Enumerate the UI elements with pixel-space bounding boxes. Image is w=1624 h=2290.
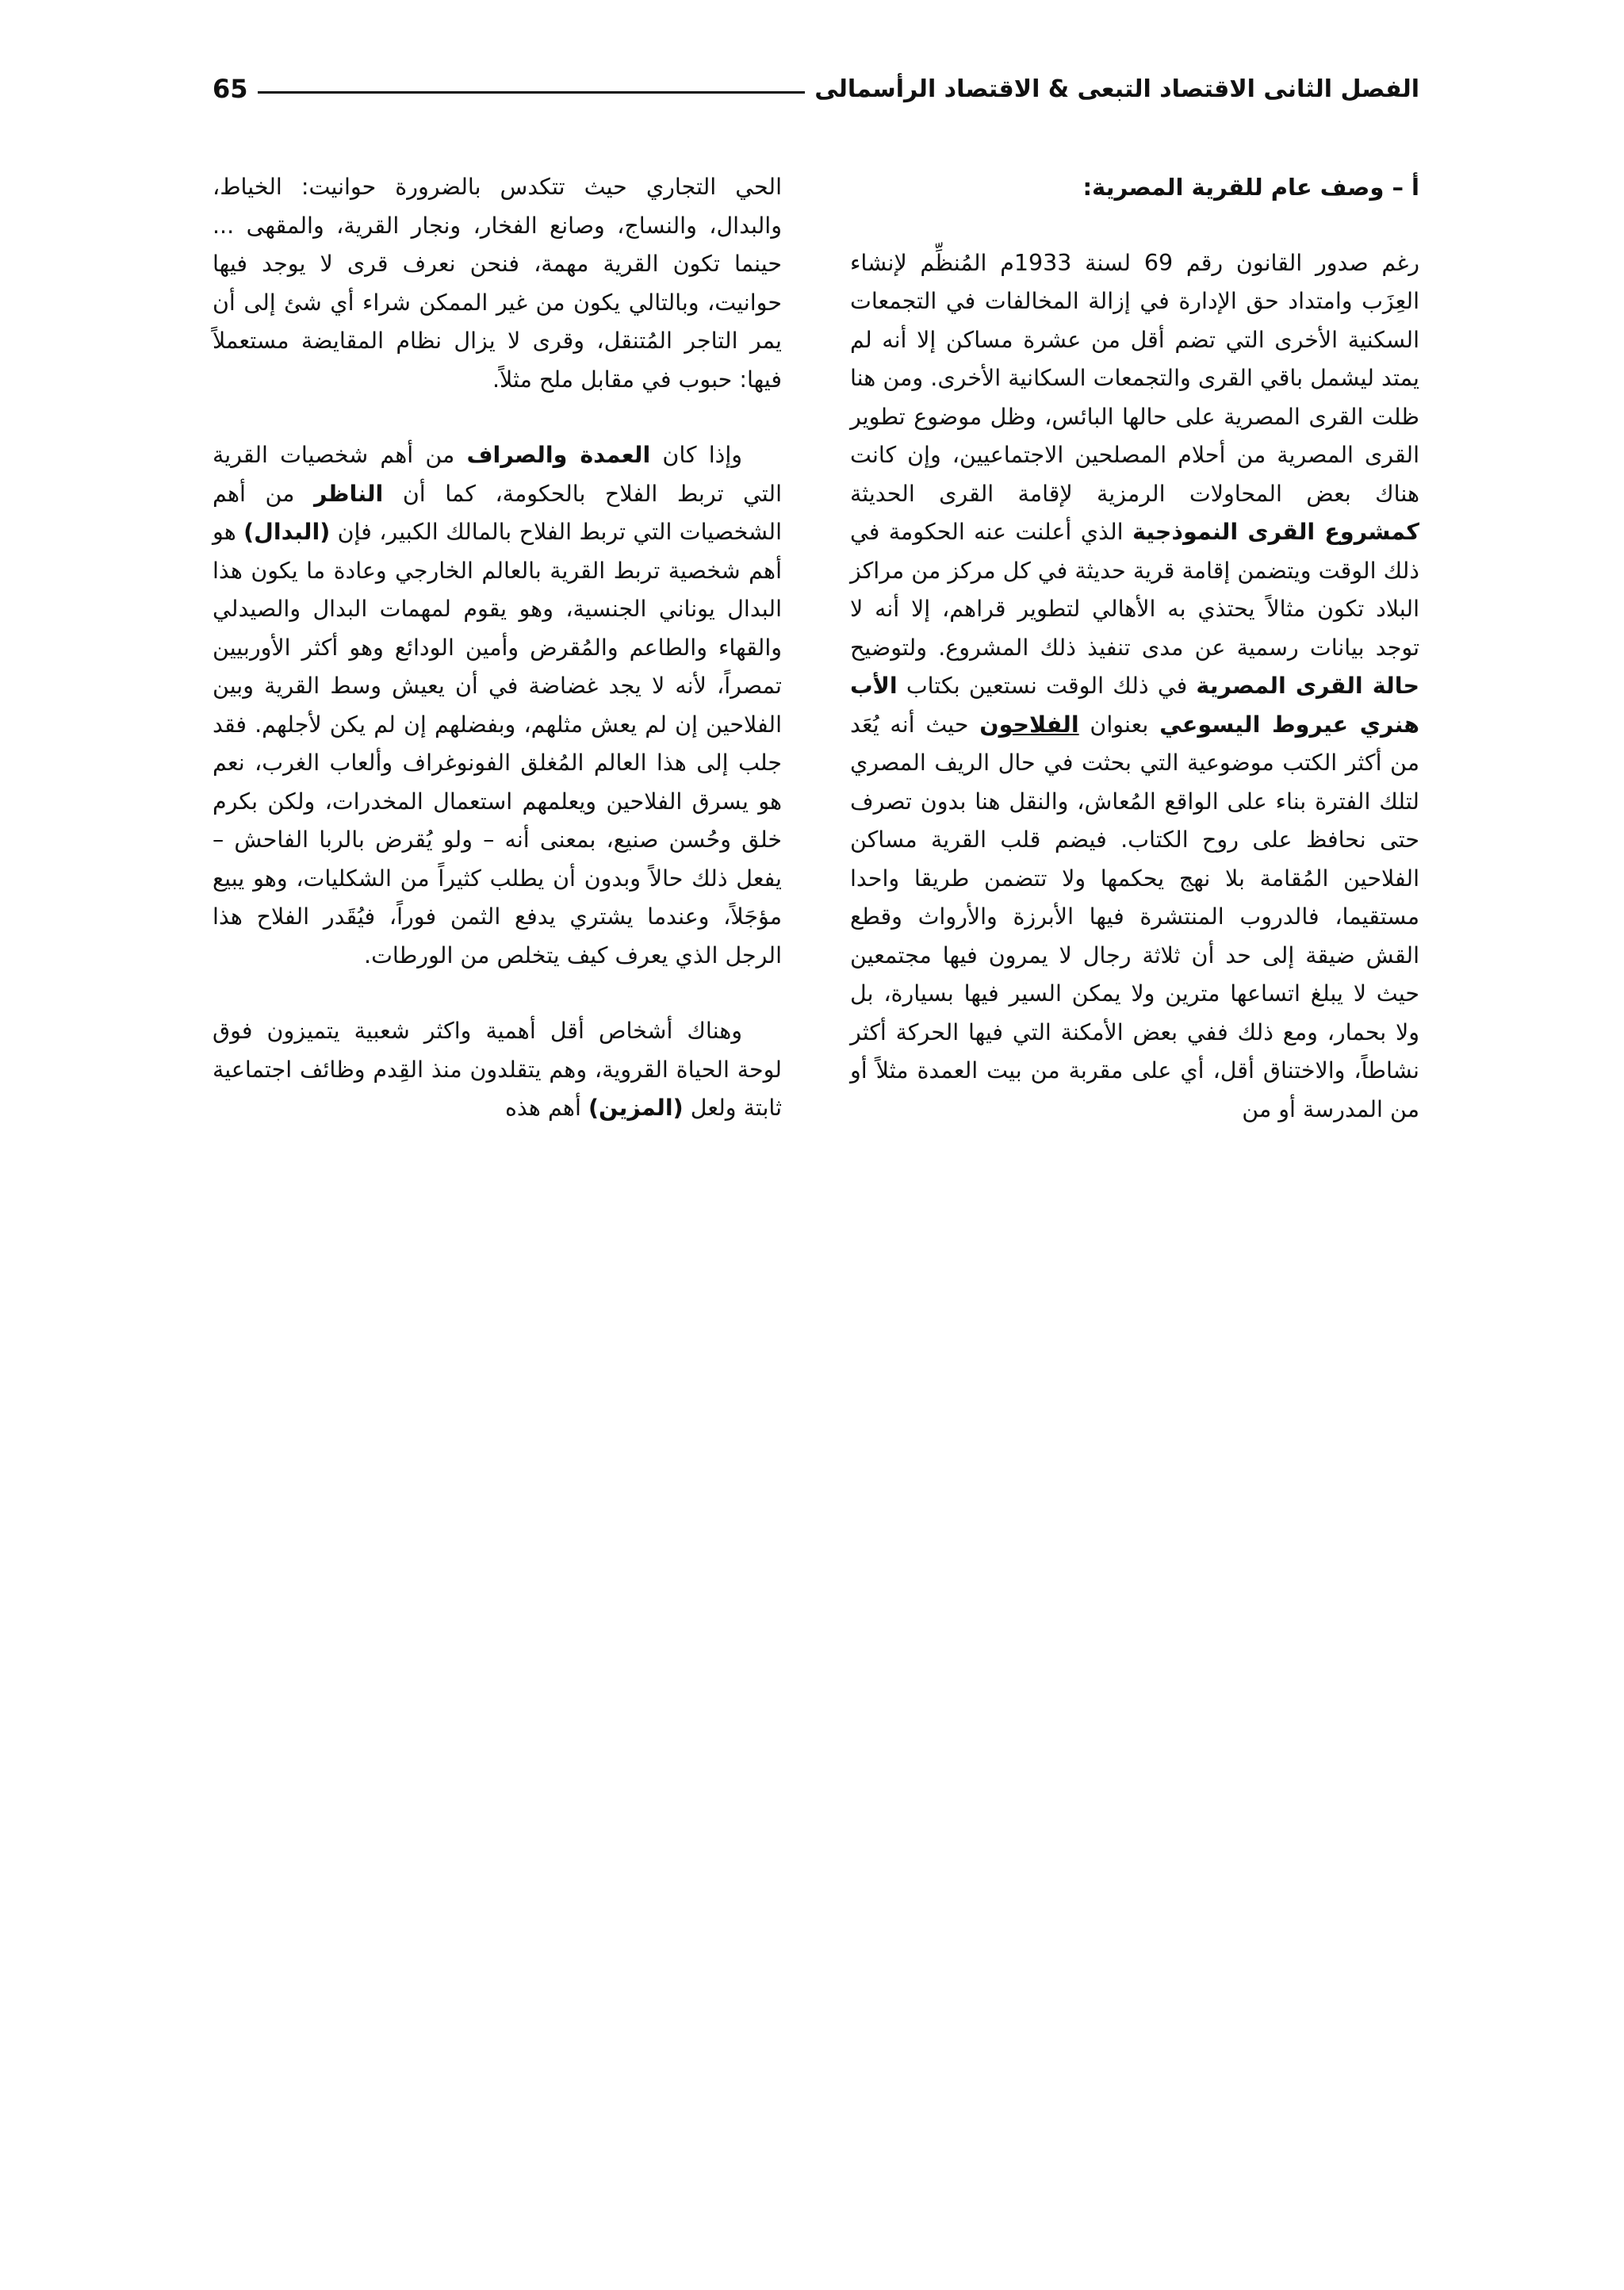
- left-column: [213, 168, 782, 1128]
- author-name: الأب هنري عيروط اليسوعي: [850, 673, 1419, 738]
- right-column: [850, 168, 1419, 1129]
- overseer: الناظر: [313, 480, 384, 507]
- mayor-and-cashier: العمدة والصراف: [466, 442, 651, 468]
- paragraph-text: الذي أعلنت عنه الحكومة في ذلك الوقت ويتضمن إقامة قرية حديثة في كل مركز من مراكز البلاد تكون مثالاً يحتذي به الأهالي لتطوير قراهم، إلا أنه لا توجد بيانات رسمية عن مدى تنفيذ ذلك المشروع. ولتوضيح: [850, 519, 1419, 661]
- model-villages-project: كمشروع القرى النموذجية: [1132, 519, 1419, 545]
- village-condition-phrase: حالة القرى المصرية: [1196, 673, 1419, 699]
- paragraph-text: من أهم الشخصيات التي تربط الفلاح بالمالك الكبير، فإن: [213, 480, 782, 545]
- paragraph-village-figures: [213, 436, 782, 975]
- paragraph-popular-figures: [213, 1012, 782, 1128]
- barber: (المزين): [588, 1095, 684, 1121]
- paragraph-text: من أهم شخصيات القرية التي تربط الفلاح بالحكومة، كما أن: [213, 442, 782, 507]
- paragraph-text: هو أهم شخصية تربط القرية بالعالم الخارجي وعادة ما يكون هذا البدال يوناني الجنسية، وهو يقوم لمهمات البدال والصيدلي والقهاء والطاعم والمُقرض وأمين الودائع وهو أكثر الأوربيين تمصراً، لأنه لا يجد غضاضة في أن يعيش وسط القرية وبين الفلاحين إن لم يعش مثلهم، وبفضلهم إن لم يكن لأجلهم. فقد جلب إلى هذا العالم المُغلق الفونوغراف وألعاب الغرب، نعم هو يسرق الفلاحين ويعلمهم استعمال المخدرات، ولكن بكرم خلق وحُسن صنيع، بمعنى أنه – ولو يُقرض بالربا الفاحش – يفعل ذلك حالاً وبدون أن يطلب كثيراً من الشكليات، وهو يبيع مؤجَلاً، وعندما يشتري يدفع الثمن فوراً، فيُقَدر الفلاح هذا الرجل الذي يعرف كيف يتخلص من الورطات.: [213, 519, 782, 969]
- paragraph-text: وإذا كان: [650, 442, 743, 468]
- book-title: الفلاحون: [979, 711, 1079, 738]
- chapter-title: الفصل الثانى الاقتصاد التبعى & الاقتصاد الرأسمالى: [814, 75, 1419, 103]
- paragraph-village-description: [850, 244, 1419, 1130]
- grocer: (البدال): [243, 519, 331, 545]
- paragraph-text: رغم صدور القانون رقم 69 لسنة 1933م المُنظِّم لإنشاء العِزَب وامتداد حق الإدارة في إزالة المخالفات في التجمعات السكنية الأخرى التي تضم أقل من عشرة مساكن إلا أنه لم يمتد ليشمل باقي القرى والتجمعات السكانية الأخرى. ومن هنا ظلت القرى المصرية على حالها البائس، وظل موضوع تطوير القرى المصرية من أحلام المصلحين الاجتماعيين، وإن كانت هناك بعض المحاولات الرمزية لإقامة القرى الحديثة: [850, 249, 1420, 507]
- paragraph-text: في ذلك الوقت نستعين بكتاب: [897, 673, 1197, 699]
- paragraph-text: بعنوان: [1078, 711, 1160, 738]
- page-number: 65: [213, 74, 248, 104]
- running-header: [213, 65, 1419, 113]
- header-rule: [258, 91, 806, 94]
- section-heading: أ – وصف عام للقرية المصرية:: [1082, 174, 1419, 201]
- paragraph-text: حيث أنه يُعَد من أكثر الكتب موضوعية التي بحثت في حال الريف المصري لتلك الفترة بناء على الواقع المُعاش، والنقل هنا بدون تصرف حتى نحافظ على روح الكتاب. فيضم قلب القرية مساكن الفلاحين المُقامة بلا نهج يحكمها ولا تتضمن طريقا واحدا مستقيما، فالدروب المنتشرة فيها الأبرزة والأرواث وقطع القش ضيقة إلى حد أن ثلاثة رجال لا يمرون فيها مجتمعين حيث لا يبلغ اتساعها مترين ولا يمكن السير فيها بسيارة، بل ولا بحمار، ومع ذلك ففي بعض الأمكنة التي فيها الحركة أكثر نشاطاً، والاختناق أقل، أي على مقربة من بيت العمدة مثلاً أو من المدرسة أو من: [850, 711, 1419, 1122]
- paragraph-text: أهم هذه: [504, 1095, 588, 1121]
- paragraph-commercial-quarter: الحي التجاري حيث تتكدس بالضرورة حوانيت: الخياط، والبدال، والنساج، وصانع الفخار، ونجار القرية، والمقهى ... حينما تكون القرية مهمة، فنحن نعرف قرى لا يوجد فيها حوانيت، وبالتالي يكون من غير الممكن شراء أي شئ إلى أن يمر التاجر المُتنقل، وقرى لا يزال نظام المقايضة مستعملاً فيها: حبوب في مقابل ملح مثلاً.: [213, 174, 782, 393]
- paragraph-text: وهناك أشخاص أقل أهمية واكثر شعبية يتميزون فوق لوحة الحياة القروية، وهم يتقلدون منذ القِدم وظائف اجتماعية ثابتة ولعل: [213, 1018, 782, 1121]
